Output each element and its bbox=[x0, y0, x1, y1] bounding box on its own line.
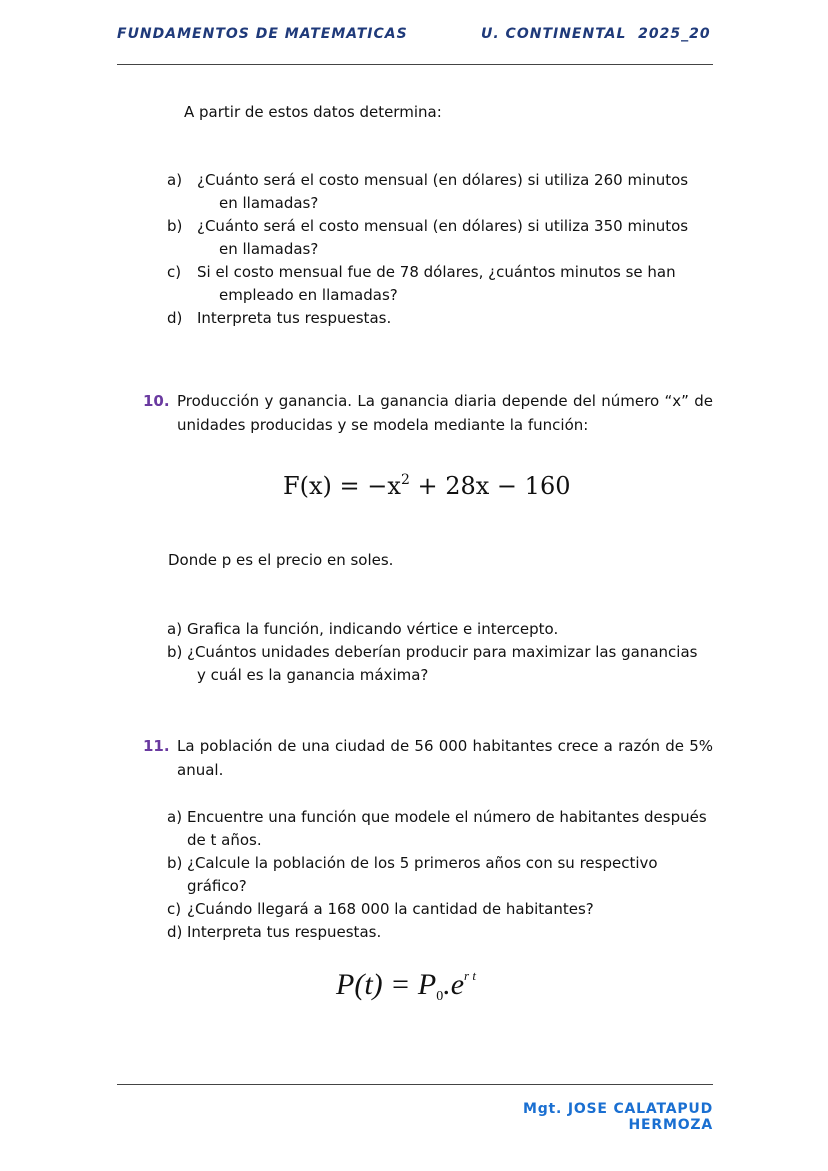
item-marker: a) bbox=[167, 620, 183, 638]
item-text: ¿Cuánto será el costo mensual (en dólares) si utiliza 350 minutos bbox=[197, 217, 689, 235]
item-marker: b) bbox=[167, 643, 183, 661]
page-header bbox=[117, 26, 713, 48]
item-text-cont: empleado en llamadas? bbox=[219, 286, 398, 304]
item-text-cont: en llamadas? bbox=[219, 240, 319, 258]
item-marker: a) bbox=[167, 808, 183, 826]
formula-lhs: P(t) = P bbox=[336, 968, 437, 1001]
item-text: ¿Cuántos unidades deberían producir para maximizar las ganancias bbox=[187, 643, 698, 661]
problem-stem: La población de una ciudad de 56 000 habitantes crece a razón de 5% anual. bbox=[177, 737, 713, 779]
item-text: Interpreta tus respuestas. bbox=[187, 923, 382, 941]
formula-exponent: r t bbox=[464, 968, 476, 983]
profit-function-formula bbox=[283, 472, 570, 500]
problem10-note: Donde p es el precio en soles. bbox=[168, 551, 394, 569]
item-marker: b) bbox=[167, 217, 183, 235]
problem10-items bbox=[167, 618, 711, 687]
item-text: Encuentre una función que modele el número de habitantes después bbox=[187, 808, 707, 826]
formula-rhs: + 28x − 160 bbox=[409, 472, 571, 500]
item-marker: b) bbox=[167, 854, 183, 872]
item-marker: c) bbox=[167, 900, 182, 918]
problem11-items bbox=[167, 806, 711, 944]
formula-subscript: 0 bbox=[436, 989, 444, 1004]
header-divider bbox=[117, 64, 713, 65]
item-text-cont: de t años. bbox=[187, 831, 262, 849]
item-text: Si el costo mensual fue de 78 dólares, ¿cuántos minutos se han bbox=[197, 263, 676, 281]
list-item bbox=[167, 921, 711, 944]
problem9-items bbox=[167, 169, 711, 330]
formula-exponent: 2 bbox=[400, 472, 410, 488]
item-marker: d) bbox=[167, 309, 183, 327]
item-text: Grafica la función, indicando vértice e intercepto. bbox=[187, 620, 559, 638]
course-title: FUNDAMENTOS DE MATEMATICAS bbox=[117, 26, 408, 42]
problem-10 bbox=[143, 389, 713, 437]
list-item bbox=[167, 898, 711, 921]
item-marker: c) bbox=[167, 263, 182, 281]
footer-author: Mgt. JOSE CALATAPUD HERMOZA bbox=[523, 1101, 713, 1133]
formula-lhs: F(x) = −x bbox=[283, 472, 401, 500]
item-marker: a) bbox=[167, 171, 183, 189]
list-item bbox=[167, 215, 711, 261]
item-text: ¿Cuánto será el costo mensual (en dólares) si utiliza 260 minutos bbox=[197, 171, 689, 189]
problem-number: 10. bbox=[143, 392, 170, 410]
list-item bbox=[167, 806, 711, 852]
problem9-intro: A partir de estos datos determina: bbox=[184, 103, 442, 121]
institution-term: U. CONTINENTAL 2025_20 bbox=[481, 26, 711, 42]
population-growth-formula bbox=[336, 968, 476, 1005]
formula-mid: .e bbox=[443, 968, 465, 1001]
problem-number: 11. bbox=[143, 737, 170, 755]
item-text: Interpreta tus respuestas. bbox=[197, 309, 392, 327]
item-text-cont: gráfico? bbox=[187, 877, 247, 895]
item-text-cont: en llamadas? bbox=[219, 194, 319, 212]
list-item bbox=[167, 852, 711, 898]
item-text: ¿Calcule la población de los 5 primeros años con su respectivo bbox=[187, 854, 658, 872]
list-item bbox=[167, 307, 711, 330]
footer-divider bbox=[117, 1084, 713, 1085]
list-item bbox=[167, 641, 711, 687]
problem-11 bbox=[143, 734, 713, 782]
list-item bbox=[167, 618, 711, 641]
item-marker: d) bbox=[167, 923, 183, 941]
list-item bbox=[167, 261, 711, 307]
problem-stem: Producción y ganancia. La ganancia diaria depende del número “x” de unidades producidas y se modela mediante la función: bbox=[177, 392, 713, 434]
list-item bbox=[167, 169, 711, 215]
item-text: ¿Cuándo llegará a 168 000 la cantidad de habitantes? bbox=[187, 900, 594, 918]
item-text-cont: y cuál es la ganancia máxima? bbox=[197, 666, 429, 684]
